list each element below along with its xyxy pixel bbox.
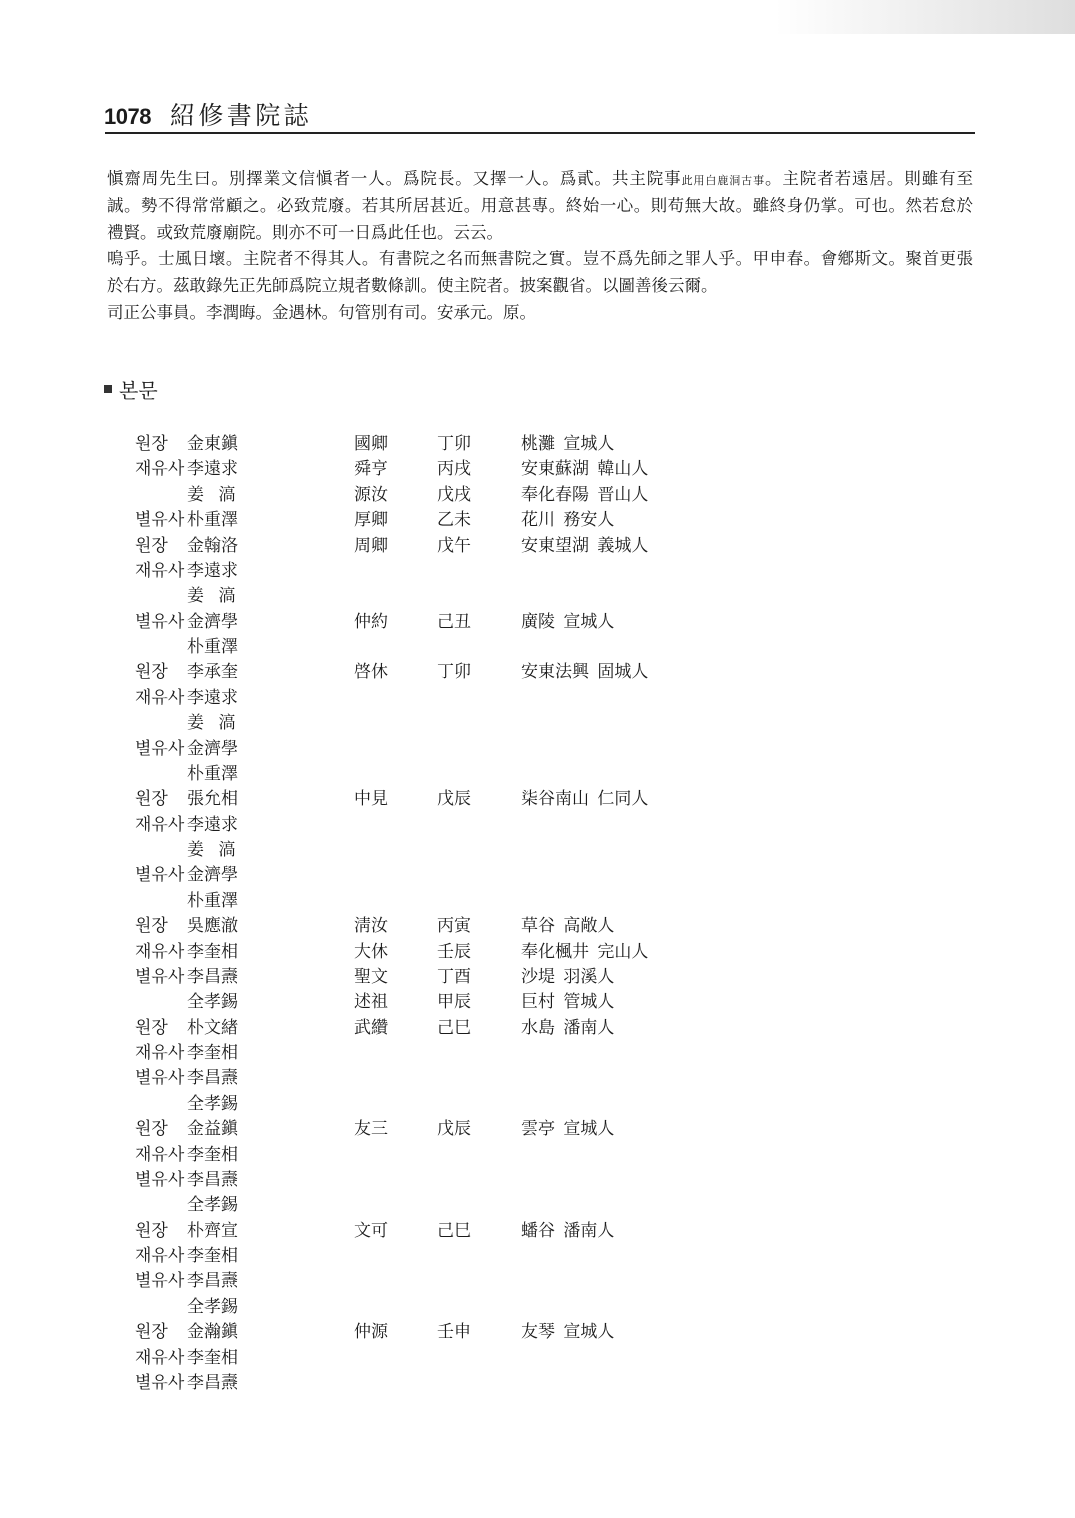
roster-name: 金瀚鎭 — [187, 1322, 238, 1343]
roster-row — [0, 787, 1075, 812]
roster-name: 李遠求 — [187, 459, 238, 480]
roster-role: 별유사 — [135, 1169, 185, 1190]
roster-name: 金濟學 — [187, 611, 238, 632]
roster-birth-year: 壬辰 — [437, 941, 471, 962]
roster-row — [0, 1041, 1075, 1066]
intro-line: 禮賢。或致荒廢廟院。則亦不可一日爲此任也。云云。 — [107, 222, 503, 242]
roster-row — [0, 610, 1075, 635]
roster-courtesy-name: 友三 — [354, 1119, 388, 1140]
roster-name: 朴齊宣 — [187, 1220, 238, 1241]
roster-row — [0, 965, 1075, 990]
roster-courtesy-name: 中見 — [354, 789, 388, 810]
roster-role: 원장 — [135, 789, 168, 810]
roster-role: 별유사 — [135, 1068, 185, 1089]
roster-row — [0, 940, 1075, 965]
roster-courtesy-name: 文可 — [354, 1220, 388, 1241]
roster-name: 李奎相 — [187, 1144, 238, 1165]
roster-birth-year: 戊戌 — [437, 484, 471, 505]
roster-name: 李奎相 — [187, 1043, 238, 1063]
roster-name: 吳應澈 — [187, 916, 238, 937]
header-rule — [105, 132, 975, 134]
roster-row — [0, 457, 1075, 482]
roster-name: 李昌燾 — [187, 1169, 238, 1190]
roster-role: 별유사 — [135, 510, 185, 531]
roster-courtesy-name: 大休 — [354, 941, 388, 962]
section-heading — [104, 376, 158, 404]
roster-row — [0, 990, 1075, 1015]
roster-row — [0, 1219, 1075, 1244]
intro-annotation: 此用白鹿洞古事 — [681, 174, 765, 187]
roster-courtesy-name: 周卿 — [354, 535, 388, 556]
roster-name: 李遠求 — [187, 687, 238, 708]
roster-courtesy-name: 源汝 — [354, 484, 388, 505]
roster-courtesy-name: 舜亨 — [354, 459, 388, 480]
roster-residence: 沙堤 羽溪人 — [521, 966, 615, 987]
roster-courtesy-name: 厚卿 — [354, 510, 388, 531]
roster-role: 원장 — [135, 434, 168, 454]
roster-residence: 水島 潘南人 — [521, 1017, 615, 1038]
roster-birth-year: 戊辰 — [437, 789, 471, 810]
roster-name: 李遠求 — [187, 814, 238, 835]
roster-birth-year: 乙未 — [437, 510, 471, 531]
roster-residence: 柒谷南山 仁同人 — [521, 789, 649, 810]
roster-name: 李奎相 — [187, 1347, 238, 1368]
roster-role: 별유사 — [135, 1372, 185, 1393]
roster-row — [0, 1295, 1075, 1320]
intro-text — [107, 166, 973, 327]
roster-birth-year: 丙寅 — [437, 916, 471, 937]
intro-line: 於右方。茲敢錄先正先師爲院立規者數條訓。使主院者。披案觀省。以圖善後云爾。 — [107, 276, 718, 296]
roster-role: 별유사 — [135, 1271, 185, 1292]
roster-birth-year: 丙戌 — [437, 459, 471, 480]
roster-row — [0, 1117, 1075, 1142]
square-bullet-icon — [104, 385, 112, 393]
roster-courtesy-name: 仲約 — [354, 611, 388, 632]
roster-row — [0, 914, 1075, 939]
roster-role: 재유사 — [135, 1347, 185, 1368]
scan-edge-shadow — [775, 0, 1075, 34]
roster-role: 별유사 — [135, 738, 185, 759]
intro-line: 誠。勢不得常常顧之。必致荒廢。若其所居甚近。用意甚專。終始一心。則苟無大故。雖終身仍掌。可也。然若怠於 — [107, 195, 973, 215]
roster-name: 全孝錫 — [187, 1195, 238, 1216]
roster-name: 李昌燾 — [187, 1271, 238, 1292]
roster-row — [0, 686, 1075, 711]
roster-role: 재유사 — [135, 1246, 185, 1266]
intro-line-text: 愼齋周先生曰。別擇業文信愼者一人。爲院長。又擇一人。爲貳。共主院事 — [107, 169, 682, 188]
roster-residence: 巨村 管城人 — [521, 992, 615, 1013]
roster-row — [0, 889, 1075, 914]
roster-row — [0, 1066, 1075, 1091]
roster-birth-year: 丁卯 — [437, 434, 471, 454]
roster-row — [0, 838, 1075, 863]
roster-role: 별유사 — [135, 611, 185, 632]
roster-courtesy-name: 啓休 — [354, 662, 388, 683]
roster-name: 李承奎 — [187, 662, 238, 683]
roster-name: 全孝錫 — [187, 1093, 238, 1114]
roster-row — [0, 635, 1075, 660]
roster-residence: 奉化春陽 晋山人 — [521, 484, 649, 505]
roster-role: 원장 — [135, 1220, 168, 1241]
roster-name: 全孝錫 — [187, 1296, 238, 1317]
roster-birth-year: 戊午 — [437, 535, 471, 556]
roster-courtesy-name: 仲源 — [354, 1322, 388, 1343]
roster-birth-year: 己巳 — [437, 1017, 471, 1038]
roster-row — [0, 660, 1075, 685]
roster-row — [0, 508, 1075, 533]
roster-residence: 奉化楓井 完山人 — [521, 941, 649, 962]
roster-name: 金濟學 — [187, 865, 238, 886]
roster-name: 姜 滈 — [187, 586, 236, 607]
roster-role: 원장 — [135, 1119, 168, 1140]
roster-courtesy-name: 述祖 — [354, 992, 388, 1013]
roster-name: 朴重澤 — [187, 510, 238, 531]
roster-row — [0, 1016, 1075, 1041]
intro-line: 嗚乎。士風日壞。主院者不得其人。有書院之名而無書院之實。豈不爲先師之罪人乎。甲申春。會鄕斯文。聚首更張 — [107, 249, 973, 269]
roster-birth-year: 丁卯 — [437, 662, 471, 683]
roster-name: 李奎相 — [187, 941, 238, 962]
roster-row — [0, 1244, 1075, 1269]
roster-birth-year: 丁酉 — [437, 966, 471, 987]
roster-name: 李昌燾 — [187, 966, 238, 987]
roster-birth-year: 甲辰 — [437, 992, 471, 1013]
roster-row — [0, 559, 1075, 584]
roster-role: 재유사 — [135, 560, 185, 581]
page-number: 1078 — [104, 104, 151, 129]
roster-role: 원장 — [135, 535, 168, 556]
roster-name: 李昌燾 — [187, 1068, 238, 1089]
roster-name: 朴重澤 — [187, 890, 238, 911]
roster-row — [0, 584, 1075, 609]
roster-residence: 草谷 高敞人 — [521, 916, 615, 937]
roster-row — [0, 1346, 1075, 1371]
roster-row — [0, 813, 1075, 838]
roster-residence: 安東法興 固城人 — [521, 662, 649, 683]
officer-roster — [0, 432, 1075, 1396]
book-title: 紹修書院誌 — [170, 101, 313, 130]
roster-residence: 蟠谷 潘南人 — [521, 1220, 615, 1241]
roster-row — [0, 483, 1075, 508]
roster-name: 金東鎭 — [187, 434, 238, 454]
roster-row — [0, 1371, 1075, 1396]
roster-row — [0, 1168, 1075, 1193]
roster-role: 원장 — [135, 916, 168, 937]
roster-name: 姜 滈 — [187, 840, 236, 860]
roster-role: 재유사 — [135, 941, 185, 962]
roster-birth-year: 己巳 — [437, 1220, 471, 1241]
intro-line-text: 。主院者若遠居。則雖有至 — [764, 169, 974, 188]
roster-name: 金濟學 — [187, 738, 238, 759]
roster-row — [0, 863, 1075, 888]
intro-line — [107, 166, 973, 193]
roster-residence: 安東蘇湖 韓山人 — [521, 459, 649, 480]
roster-role: 재유사 — [135, 459, 185, 480]
roster-name: 張允相 — [187, 789, 238, 810]
roster-row — [0, 711, 1075, 736]
roster-residence: 花川 務安人 — [521, 510, 615, 531]
roster-residence: 桃灘 宣城人 — [521, 434, 615, 454]
roster-residence: 安東望湖 義城人 — [521, 535, 649, 556]
roster-name: 金益鎭 — [187, 1119, 238, 1140]
roster-row — [0, 432, 1075, 457]
roster-courtesy-name: 淸汝 — [354, 916, 388, 937]
roster-row — [0, 534, 1075, 559]
roster-name: 朴重澤 — [187, 763, 238, 784]
roster-name: 全孝錫 — [187, 992, 238, 1013]
roster-name: 李昌燾 — [187, 1372, 238, 1393]
roster-row — [0, 1320, 1075, 1345]
roster-name: 姜 滈 — [187, 484, 236, 505]
roster-residence: 雲亭 宣城人 — [521, 1119, 615, 1140]
roster-residence: 廣陵 宣城人 — [521, 611, 615, 632]
roster-row — [0, 762, 1075, 787]
roster-role: 별유사 — [135, 865, 185, 886]
section-title: 본문 — [119, 378, 158, 403]
roster-role: 재유사 — [135, 1144, 185, 1165]
roster-role: 재유사 — [135, 687, 185, 708]
roster-row — [0, 737, 1075, 762]
roster-row — [0, 1193, 1075, 1218]
roster-role: 재유사 — [135, 814, 185, 835]
roster-name: 金翰洛 — [187, 535, 238, 556]
roster-name: 李奎相 — [187, 1246, 238, 1266]
roster-role: 원장 — [135, 1322, 168, 1343]
roster-name: 朴文緖 — [187, 1017, 238, 1038]
roster-name: 李遠求 — [187, 560, 238, 581]
roster-name: 朴重澤 — [187, 637, 238, 657]
roster-role: 원장 — [135, 1017, 168, 1038]
roster-row — [0, 1143, 1075, 1168]
roster-role: 재유사 — [135, 1043, 185, 1063]
roster-row — [0, 1092, 1075, 1117]
intro-line: 司正公事員。李潤晦。金遇林。句管別有司。安承元。原。 — [107, 302, 536, 322]
roster-birth-year: 壬申 — [437, 1322, 471, 1343]
roster-birth-year: 己丑 — [437, 611, 471, 632]
roster-courtesy-name: 國卿 — [354, 434, 388, 454]
roster-role: 별유사 — [135, 966, 185, 987]
roster-row — [0, 1269, 1075, 1294]
roster-residence: 友琴 宣城人 — [521, 1322, 615, 1343]
roster-birth-year: 戊辰 — [437, 1119, 471, 1140]
roster-courtesy-name: 武纘 — [354, 1017, 388, 1038]
roster-name: 姜 滈 — [187, 713, 236, 734]
roster-role: 원장 — [135, 662, 168, 683]
roster-courtesy-name: 聖文 — [354, 966, 388, 987]
